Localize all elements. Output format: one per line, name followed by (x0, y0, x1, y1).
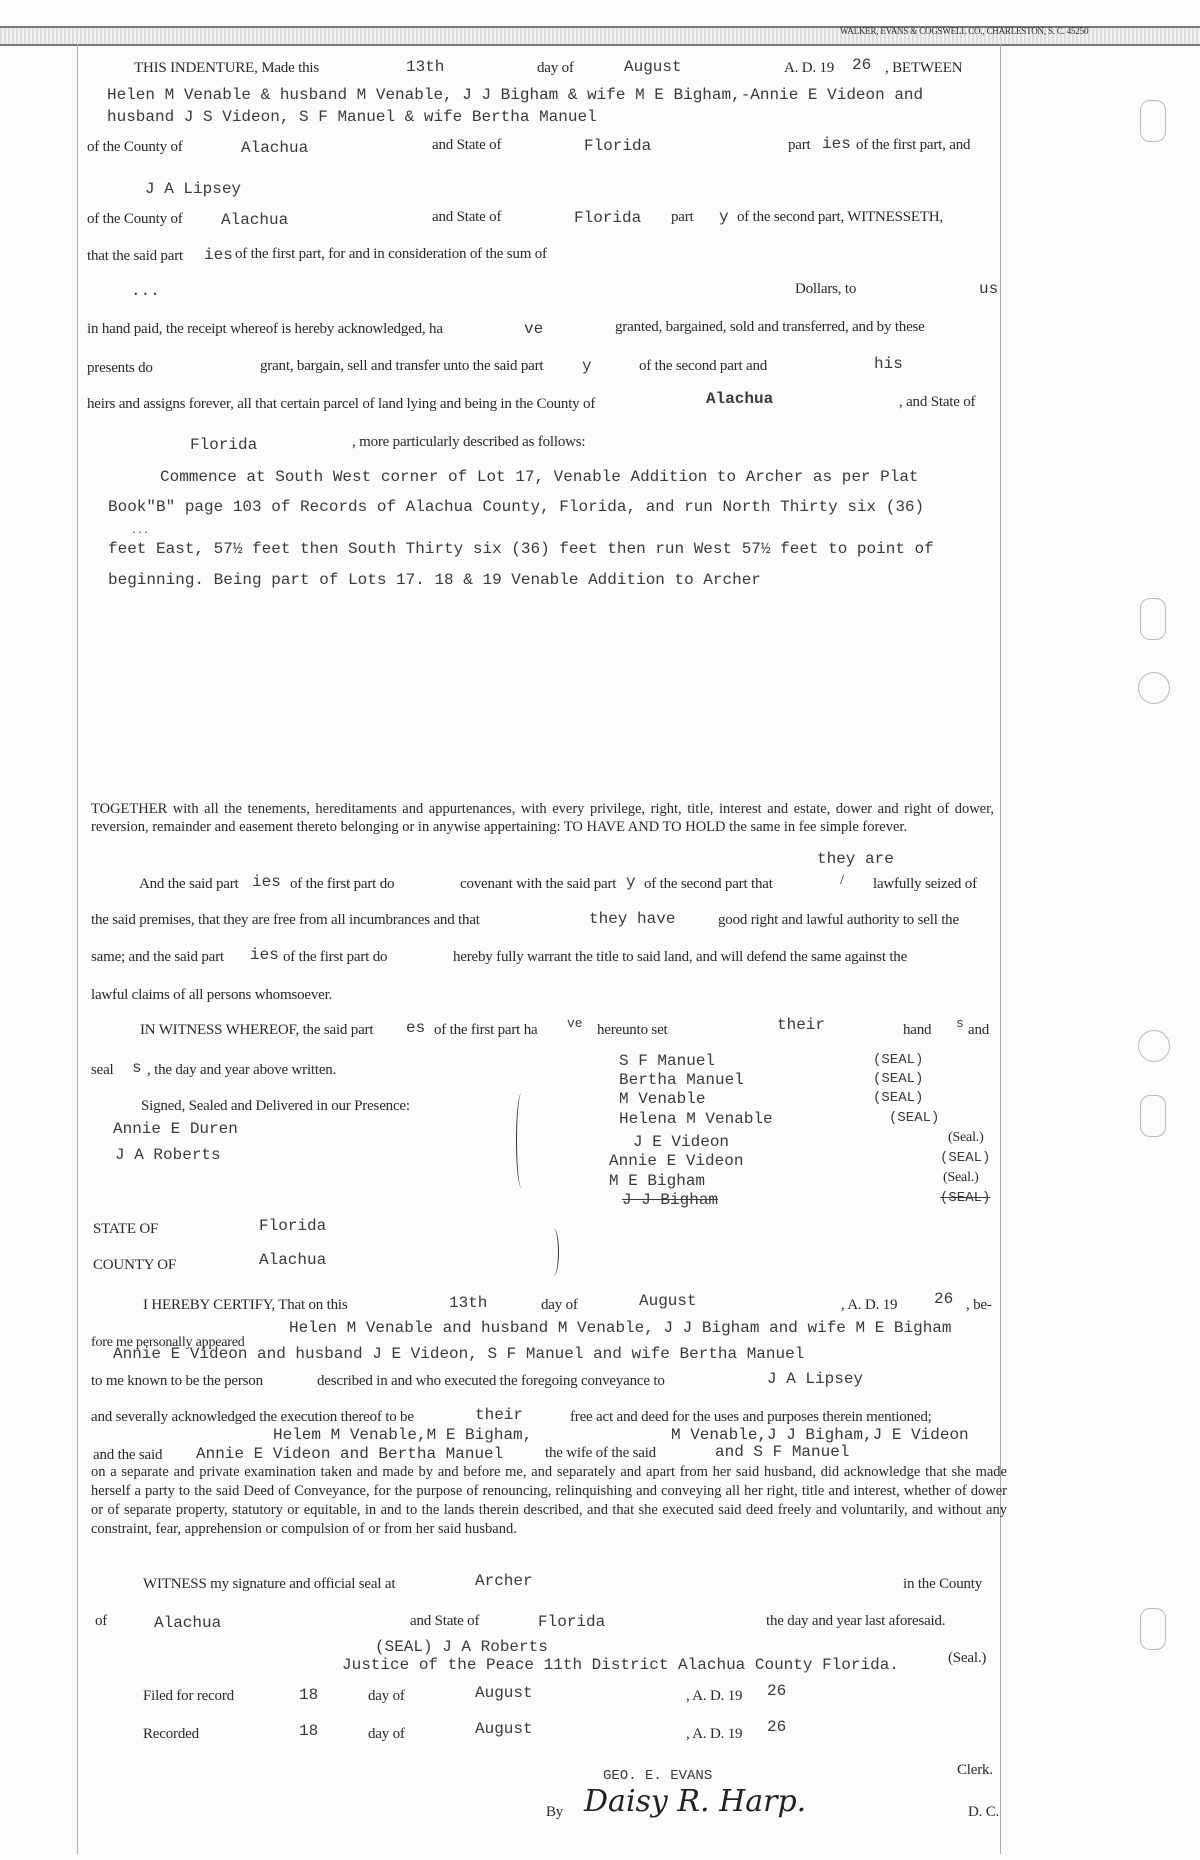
text: heirs and assigns forever, all that certain parcel of land lying and being in the County of (87, 396, 596, 412)
signer-name: Bertha Manuel (619, 1071, 744, 1089)
first-county: Alachua (241, 139, 309, 157)
suffix: s (132, 1059, 142, 1077)
officer-place: Archer (475, 1572, 533, 1590)
text: day of (368, 1688, 405, 1704)
dots: ... (131, 526, 150, 537)
text: By (546, 1804, 564, 1820)
left-margin-line (77, 44, 78, 1854)
text: and severally acknowledged the execution thereof to be (91, 1409, 414, 1425)
text: the wife of the said (545, 1445, 656, 1461)
text: in the County (903, 1576, 983, 1592)
amount: ... (131, 282, 160, 300)
state-of-label: STATE OF (93, 1221, 159, 1237)
officer-title: Justice of the Peace 11th District Alachua County Florida. (342, 1656, 899, 1674)
presence-label: Signed, Sealed and Delivered in our Presence: (141, 1098, 410, 1114)
text: same; and the said part (91, 949, 224, 965)
text: and State of (410, 1613, 480, 1629)
text: WITNESS my signature and official seal at (143, 1576, 396, 1592)
recorded-month: August (475, 1720, 533, 1738)
text: the day and year last aforesaid. (766, 1613, 946, 1629)
part-suffix: ies (822, 135, 851, 153)
part-suffix: ies (252, 873, 281, 891)
text: that the said part (87, 248, 183, 264)
text: the said premises, that they are free from all incumbrances and that (91, 912, 480, 928)
husbands-names: and S F Manuel (715, 1443, 850, 1461)
legal-description-line: Commence at South West corner of Lot 17, Venable Addition to Archer as per Plat (160, 468, 919, 486)
suffix: s (956, 1016, 964, 1031)
text: of the first part do (290, 876, 395, 892)
second-part-text: of the second part, WITNESSETH, (737, 209, 943, 225)
witness-name: J A Roberts (115, 1146, 221, 1164)
suffix: ve (567, 1016, 583, 1031)
printer-imprint: WALKER, EVANS & COGSWELL CO., CHARLESTON, S. C. 45250 (840, 26, 1089, 36)
text: in hand paid, the receipt whereof is hereby acknowledged, ha (87, 321, 443, 337)
signer-name-struck: J J Bigham (622, 1191, 719, 1209)
text: Dollars, to (795, 281, 857, 297)
seal-mark: (SEAL) (873, 1071, 924, 1087)
part-suffix: ies (204, 246, 233, 264)
signer-name: S F Manuel (619, 1052, 716, 1070)
text: day of (541, 1297, 578, 1313)
second-county: Alachua (221, 211, 289, 229)
text: free act and deed for the uses and purposes therein mentioned; (570, 1409, 932, 1425)
text: hereby fully warrant the title to said land, and will defend the same against the (453, 949, 908, 965)
first-part-text: of the first part, and (856, 137, 971, 153)
text: of the second part and (639, 358, 768, 374)
text: granted, bargained, sold and transferred, and by these (615, 319, 925, 335)
signer-name: M E Bigham (609, 1172, 706, 1190)
text: of (95, 1613, 108, 1629)
signer-name: J E Videon (633, 1133, 730, 1151)
wives-names: Helem M Venable,M E Bigham, (273, 1426, 533, 1444)
together-paragraph: TOGETHER with all the tenements, hereditaments and appurtenances, with every privilege, right, title, interest and estate, dower and right of dower, reversion, remainder and easement thereto belonging or in anywise appertaining: TO HAVE AND TO HOLD the same in fee simple forever. (91, 801, 994, 835)
seal-mark: (SEAL) (940, 1190, 991, 1206)
intro-ad: A. D. 19 (784, 60, 835, 76)
binder-hole (1138, 672, 1170, 704)
recorded-label: Recorded (143, 1726, 199, 1742)
clerk-name: GEO. E. EVANS (603, 1768, 713, 1784)
text: of the first part ha (434, 1022, 538, 1038)
binder-hole (1138, 1030, 1170, 1062)
binder-hole (1140, 100, 1166, 142)
text: grant, bargain, sell and transfer unto the said part (260, 358, 544, 374)
seal-mark: (Seal.) (943, 1170, 979, 1185)
suffix: ve (524, 320, 544, 338)
text: , be- (966, 1297, 992, 1313)
text: lawful claims of all persons whomsoever. (91, 987, 333, 1003)
second-state: Florida (574, 209, 642, 227)
text: and the said (93, 1447, 163, 1463)
pronoun: their (777, 1016, 826, 1034)
intro-month: August (624, 58, 682, 76)
intro-day-of: day of (537, 60, 574, 76)
part-label: part (671, 209, 694, 225)
county-label: of the County of (87, 139, 183, 155)
seal-mark: (Seal.) (948, 1650, 987, 1666)
part-suffix: y (582, 357, 592, 375)
officer-state: Florida (538, 1613, 606, 1631)
pronoun: their (475, 1406, 524, 1424)
cert-day: 13th (449, 1294, 488, 1312)
venue-county: Alachua (259, 1251, 327, 1269)
mark: / (840, 872, 844, 888)
text: described in and who executed the foregoing conveyance to (317, 1373, 665, 1389)
county-of-label: COUNTY OF (93, 1257, 177, 1273)
filed-day: 18 (299, 1686, 319, 1704)
seal-mark: (SEAL) (873, 1052, 924, 1068)
clerk-title: Clerk. (957, 1762, 993, 1778)
text: , A. D. 19 (841, 1297, 898, 1313)
text: day of (368, 1726, 405, 1742)
part-suffix: ies (250, 946, 279, 964)
brace (548, 1228, 559, 1276)
intro-label: THIS INDENTURE, Made this (134, 60, 319, 76)
filed-label: Filed for record (143, 1688, 234, 1704)
text: seal (91, 1062, 114, 1078)
grantors-line: Helen M Venable & husband M Venable, J J Bigham & wife M E Bigham,-Annie E Videon and (107, 86, 924, 104)
intro-day: 13th (406, 58, 445, 76)
wives-names: Annie E Videon and Bertha Manuel (196, 1445, 504, 1463)
filed-month: August (475, 1684, 533, 1702)
part-suffix: y (719, 208, 729, 226)
county-label: of the County of (87, 211, 183, 227)
text: to me known to be the person (91, 1373, 263, 1389)
text: , and State of (899, 394, 976, 410)
text: , A. D. 19 (686, 1688, 743, 1704)
text: of the first part do (283, 949, 388, 965)
signer-name: Helena M Venable (619, 1110, 773, 1128)
legal-description-line: beginning. Being part of Lots 17. 18 & 19 Venable Addition to Archer (108, 571, 761, 589)
seal-mark: (SEAL) (873, 1090, 924, 1106)
text: hereunto set (597, 1022, 668, 1038)
officer-county: Alachua (154, 1614, 222, 1632)
binder-hole (1140, 1608, 1166, 1650)
recorded-day: 18 (299, 1722, 319, 1740)
appeared-names: Helen M Venable and husband M Venable, J J Bigham and wife M E Bigham (289, 1319, 952, 1337)
seal-mark: (Seal.) (948, 1130, 984, 1145)
parcel-state: Florida (190, 436, 258, 454)
witness-name: Annie E Duren (113, 1120, 238, 1138)
text: And the said part (139, 876, 239, 892)
text: , the day and year above written. (147, 1062, 337, 1078)
text: I HEREBY CERTIFY, That on this (143, 1297, 348, 1313)
deputy-clerk-label: D. C. (968, 1804, 1000, 1820)
text: lawfully seized of (873, 876, 977, 892)
intro-between: , BETWEEN (885, 60, 963, 76)
filed-year: 26 (767, 1682, 787, 1700)
text: IN WITNESS WHEREOF, the said part (140, 1022, 374, 1038)
parcel-county: Alachua (706, 390, 774, 408)
text: good right and lawful authority to sell the (718, 912, 959, 928)
deputy-signature: Daisy R. Harp. (584, 1784, 807, 1819)
state-label: and State of (432, 137, 502, 153)
recorded-year: 26 (767, 1718, 787, 1736)
suffix: es (406, 1019, 426, 1037)
signer-name: M Venable (619, 1090, 706, 1108)
examination-paragraph: on a separate and private examination taken and made by and before me, and separately and apart from her said husband, did acknowledge that she made herself a party to the said Deed of Conveyance, for the purpose of renouncing, relinquishing and conveying all her right, title and interest, whether of dower or of separate property, statutory or equitable, in and to the lands therein described, and that she executed said deed freely and voluntarily, and without any constraint, fear, apprehension or compulsion of or from her said husband. (91, 1464, 1007, 1537)
binder-hole (1140, 598, 1166, 640)
grantee-name: J A Lipsey (145, 180, 242, 198)
legal-description-line: Book"B" page 103 of Records of Alachua County, Florida, and run North Thirty six (36) (108, 498, 925, 516)
officer-signature: (SEAL) J A Roberts (375, 1638, 548, 1656)
seal-mark: (SEAL) (940, 1150, 991, 1166)
binder-hole (1140, 1095, 1166, 1137)
first-state: Florida (584, 137, 652, 155)
text: of the second part that (644, 876, 773, 892)
covenant-they-are: they are (817, 850, 894, 868)
text: hand (903, 1022, 932, 1038)
intro-year: 26 (852, 56, 872, 74)
husbands-names: M Venable,J J Bigham,J E Videon (671, 1426, 969, 1444)
grantors-line: husband J S Videon, S F Manuel & wife Bertha Manuel (107, 108, 597, 126)
text: presents do (87, 360, 153, 376)
brace (516, 1093, 527, 1188)
text: fore me personally appeared (91, 1335, 245, 1350)
text: , A. D. 19 (686, 1726, 743, 1742)
legal-description-line: feet East, 57½ feet then South Thirty six (36) feet then run West 57½ feet to point of (108, 540, 934, 558)
signer-name: Annie E Videon (609, 1152, 744, 1170)
cert-month: August (639, 1292, 697, 1310)
pronoun: his (874, 355, 903, 373)
state-label: and State of (432, 209, 502, 225)
right-margin-line (1000, 44, 1001, 1854)
text: , more particularly described as follows: (352, 434, 586, 450)
cert-year: 26 (934, 1290, 954, 1308)
appeared-names: Annie E Videon and husband J E Videon, S F Manuel and wife Bertha Manuel (113, 1345, 805, 1363)
venue-state: Florida (259, 1217, 327, 1235)
text: and (968, 1022, 990, 1038)
cert-grantee: J A Lipsey (767, 1370, 864, 1388)
text: of the first part, for and in consideration of the sum of (235, 246, 547, 262)
text: covenant with the said part (460, 876, 617, 892)
payee: us (979, 280, 999, 298)
part-label: part (788, 137, 811, 153)
they-have: they have (589, 910, 676, 928)
part-suffix: y (626, 873, 636, 891)
seal-mark: (SEAL) (889, 1110, 940, 1126)
